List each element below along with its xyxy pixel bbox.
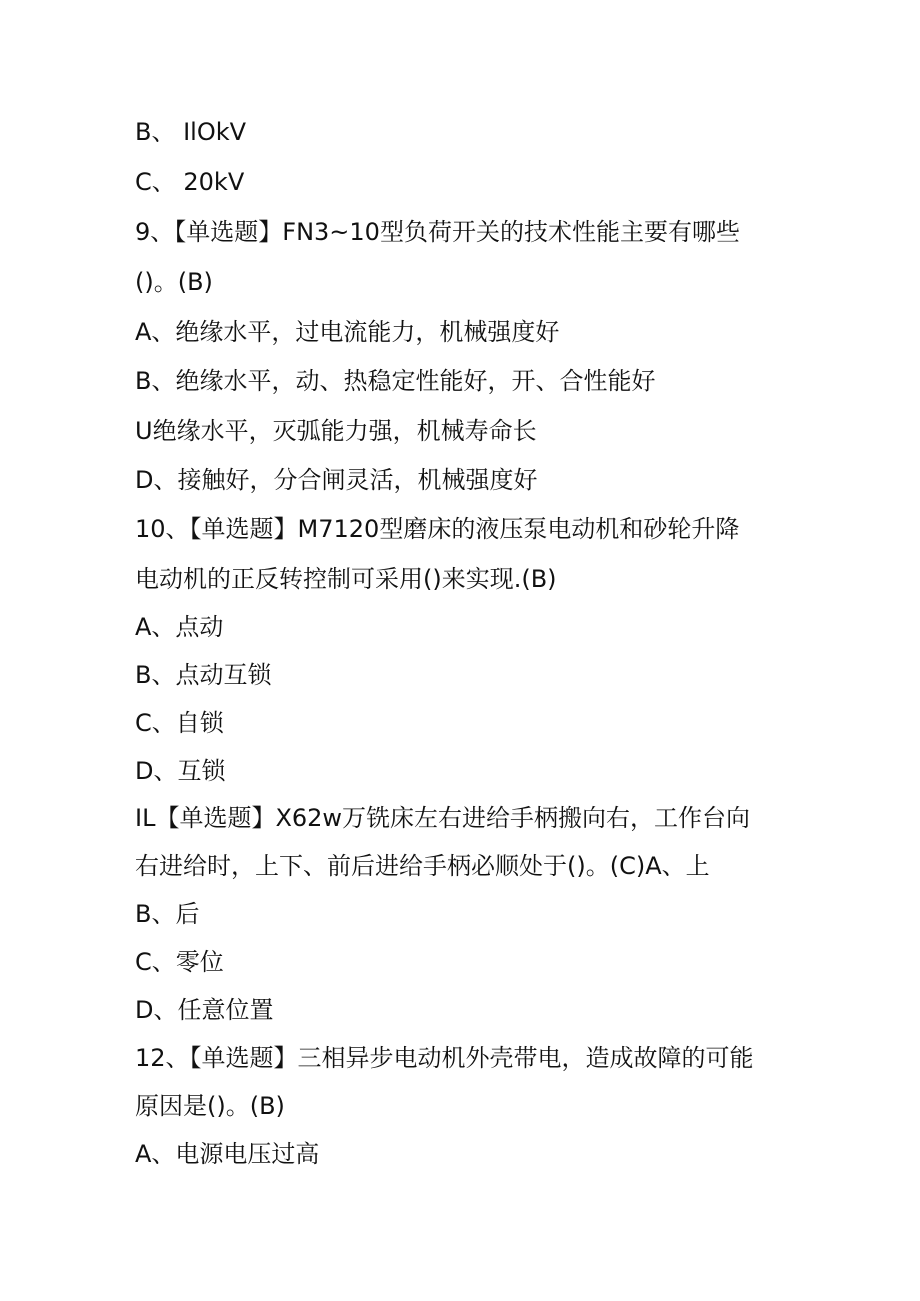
option-line: B、后 <box>135 900 200 928</box>
question-line: 电动机的正反转控制可采用()来实现.(B) <box>135 565 557 593</box>
option-line: A、电源电压过高 <box>135 1140 320 1168</box>
option-line: B、绝缘水平，动、热稳定性能好，开、合性能好 <box>135 367 656 395</box>
option-line: D、任意位置 <box>135 996 274 1024</box>
option-line: A、绝缘水平，过电流能力，机械强度好 <box>135 318 560 346</box>
option-line: B、 IlOkV <box>135 118 247 146</box>
question-line: 右进给时，上下、前后进给手柄必顺处于()。(C)A、上 <box>135 852 710 880</box>
option-line: D、接触好，分合闸灵活，机械强度好 <box>135 466 538 494</box>
question-line: ()。(B) <box>135 268 213 296</box>
option-line: U绝缘水平，灭弧能力强，机械寿命长 <box>135 417 537 445</box>
option-line: C、 20kV <box>135 168 245 196</box>
option-line: A、点动 <box>135 613 224 641</box>
option-line: B、点动互锁 <box>135 661 272 689</box>
question-line: 原因是()。(B) <box>135 1092 285 1120</box>
question-line: IL【单选题】X62w万铣床左右进给手柄搬向右，工作台向 <box>135 804 751 832</box>
option-line: C、自锁 <box>135 709 224 737</box>
option-line: C、零位 <box>135 948 224 976</box>
question-line: 9、【单选题】FN3~10型负荷开关的技术性能主要有哪些 <box>135 218 740 246</box>
option-line: D、互锁 <box>135 757 226 785</box>
question-line: 12、【单选题】三相异步电动机外壳带电，造成故障的可能 <box>135 1044 754 1072</box>
question-line: 10、【单选题】M7120型磨床的液压泵电动机和砂轮升降 <box>135 515 740 543</box>
